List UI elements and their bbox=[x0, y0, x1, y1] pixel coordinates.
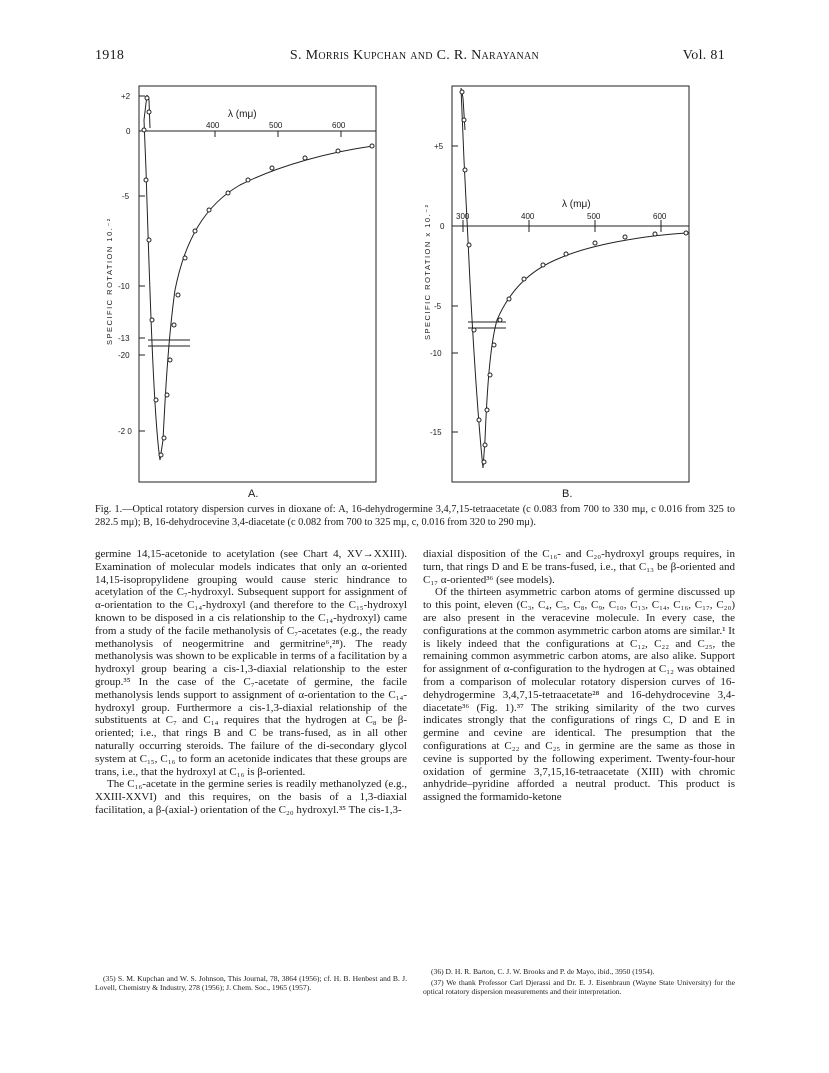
panel-b-y-tick: -15 bbox=[430, 428, 442, 437]
panel-b-y-tick: +5 bbox=[434, 142, 444, 151]
panel-b-y-tick: 0 bbox=[440, 222, 445, 231]
panel-a-frame bbox=[139, 86, 376, 482]
panel-a-y-tick: -5 bbox=[122, 192, 130, 201]
left-column bbox=[95, 548, 407, 817]
right-column bbox=[423, 548, 735, 804]
panel-a-x-tick-600: 600 bbox=[332, 121, 346, 130]
panel-a-y-tick: -20 bbox=[118, 351, 130, 360]
panel-a-points bbox=[142, 96, 374, 457]
paragraph: germine 14,15-acetonide to acetylation (see Chart 4, XV→XXIII). Examination of molecular models indicates that only an α-oriented 14,15-isopropylidene grouping would cause steric hindrance to acetylation of the C₇-hydroxyl. Subsequent support for assignment of α-orientation to the C₁₄-hydroxyl (and therefore to the C₁₅-hydroxyl known to be disposed in a cis relationship to the C₁₄-hydroxyl) came from a study of the facile methanolysis of C₇-acetates (e.g., the ready methanolysis of neogermitrine and germitrine⁶,²⁸). The ready methanolysis was shown to be explicable in terms of a facilitation by a hydroxyl group bearing a cis-1,3-diaxial relationship to the ester group.³⁵ In the case of the C₇-acetate of germine, the facile methanolysis lends support to assignment of α-orientation to the C₁₄-hydroxyl group. Furthermore a cis-1,3-diaxial relationship of the substituents at C₇ and C₁₄ requires that the hydrogen at C₈ be β-oriented; i.e., that rings B and C be trans-fused, as in all other naturally occurring steroids. The failure of the di-secondary glycol system at C₁₅, C₁₆ to form an acetonide indicates that these groups are trans, i.e., that the hydroxyl at C₁₆ is β-oriented. bbox=[95, 548, 407, 778]
panel-a-y-axis-label: SPECIFIC ROTATION 10.⁻² bbox=[105, 217, 114, 345]
footnote: (37) We thank Professor Carl Djerassi and Dr. E. J. Eisenbraun (Wayne State University) for the optical rotatory dispersion measurements and their interpretation. bbox=[423, 978, 735, 997]
paragraph: The C₁₆-acetate in the germine series is readily methanolyzed (e.g., XXIII-XXVI) and this requires, on the basis of a 1,3-diaxial facilitation, a β-(axial-) orientation of the C₂₀ hydroxyl.³⁵ The cis-1,3- bbox=[95, 778, 407, 816]
panel-a-y-tick: 0 bbox=[126, 127, 131, 136]
panel-b-y-tick: -5 bbox=[434, 302, 442, 311]
panel-b-x-tick-600: 600 bbox=[653, 212, 667, 221]
panel-a-y-tick: -10 bbox=[118, 282, 130, 291]
paragraph: diaxial disposition of the C₁₆- and C₂₀-hydroxyl groups requires, in turn, that rings D and E be trans-fused, i.e., that C₁₃ be β-oriented and C₁₇ α-oriented³⁶ (see models). bbox=[423, 548, 735, 586]
page-number: 1918 bbox=[95, 48, 125, 63]
paragraph: Of the thirteen asymmetric carbon atoms of germine discussed up to this point, eleven (C₃, C₄, C₅, C₈, C₉, C₁₀, C₁₃, C₁₄, C₁₆, C₁₇, C₂₀) are also present in the veracevine molecule. In every case, the configurations at the common asymmetric carbon atoms are similar.¹ It is likely indeed that the configurations at C₁₂, C₂₂ and C₂₅, the remaining common asymmetric carbon atoms, are also alike. Support for assignment of α-configuration to the hydrogen at C₁₂ was obtained from a comparison of molecular rotatory dispersion curves of 16-dehydrogermine 3,4,7,15-tetraacetate²⁸ and 16-dehydrocevine 3,4-diacetate³⁶ (Fig. 1).³⁷ The striking similarity of the two curves indicates strongly that the configurations of rings C, D and E in germine and cevine are identical. The presumption that the configurations at C₂₂ and C₂₅ in germine are the same as those in cevine is supported by the following experiment. Twenty-four-hour oxidation of germine 3,7,15,16-tetraacetate (XIII) with chromic anhydride–pyridine afforded a neutral product. This product is assigned the formamido-ketone bbox=[423, 586, 735, 804]
panel-a-plot bbox=[139, 86, 376, 482]
panel-b-x-tick-300: 300 bbox=[456, 212, 470, 221]
panel-a-y-tick: +2 bbox=[121, 92, 131, 101]
panel-a-x-tick-500: 500 bbox=[269, 121, 283, 130]
panel-a-y-tick: -2 0 bbox=[118, 427, 132, 436]
running-title: S. Morris Kupchan and C. R. Narayanan bbox=[289, 48, 540, 63]
panel-a-y-tick: -13 bbox=[118, 334, 130, 343]
panel-b-plot bbox=[452, 86, 689, 482]
panel-b-x-tick-400: 400 bbox=[521, 212, 535, 221]
panel-b-x-axis-label: λ (mμ) bbox=[562, 199, 591, 210]
footnote: (35) S. M. Kupchan and W. S. Johnson, This Journal, 78, 3864 (1956); cf. H. B. Henbest and B. J. Lovell, Chemistry & Industry, 278 (1956); J. Chem. Soc., 1965 (1957). bbox=[95, 974, 407, 993]
footnote: (36) D. H. R. Barton, C. J. W. Brooks and P. de Mayo, ibid., 3950 (1954). bbox=[431, 967, 655, 976]
panel-a-x-tick-400: 400 bbox=[206, 121, 220, 130]
panel-b-y-axis-label: SPECIFIC ROTATION x 10.⁻² bbox=[423, 203, 432, 340]
panel-b-x-tick-500: 500 bbox=[587, 212, 601, 221]
panel-b-points bbox=[460, 90, 688, 464]
panel-b-frame bbox=[452, 86, 689, 482]
panel-b-curve bbox=[461, 88, 686, 468]
panel-b-label: B. bbox=[562, 488, 573, 500]
figure-caption: Fig. 1.—Optical rotatory dispersion curves in dioxane of: A, 16-dehydrogermine 3,4,7,15-tetraacetate (c 0.083 from 700 to 330 mμ, c 0.016 from 325 to 282.5 mμ); B, 16-dehydrocevine 3,4-diacetate (c 0.082 from 700 to 325 mμ, c, 0.016 from 320 to 290 mμ). bbox=[95, 504, 735, 528]
volume-number: Vol. 81 bbox=[682, 48, 725, 63]
panel-b-y-tick: -10 bbox=[430, 349, 442, 358]
footnotes-right bbox=[423, 967, 735, 999]
panel-a-x-axis-label: λ (mμ) bbox=[228, 109, 257, 120]
panel-a-label: A. bbox=[248, 488, 259, 500]
footnotes-left bbox=[95, 974, 407, 994]
